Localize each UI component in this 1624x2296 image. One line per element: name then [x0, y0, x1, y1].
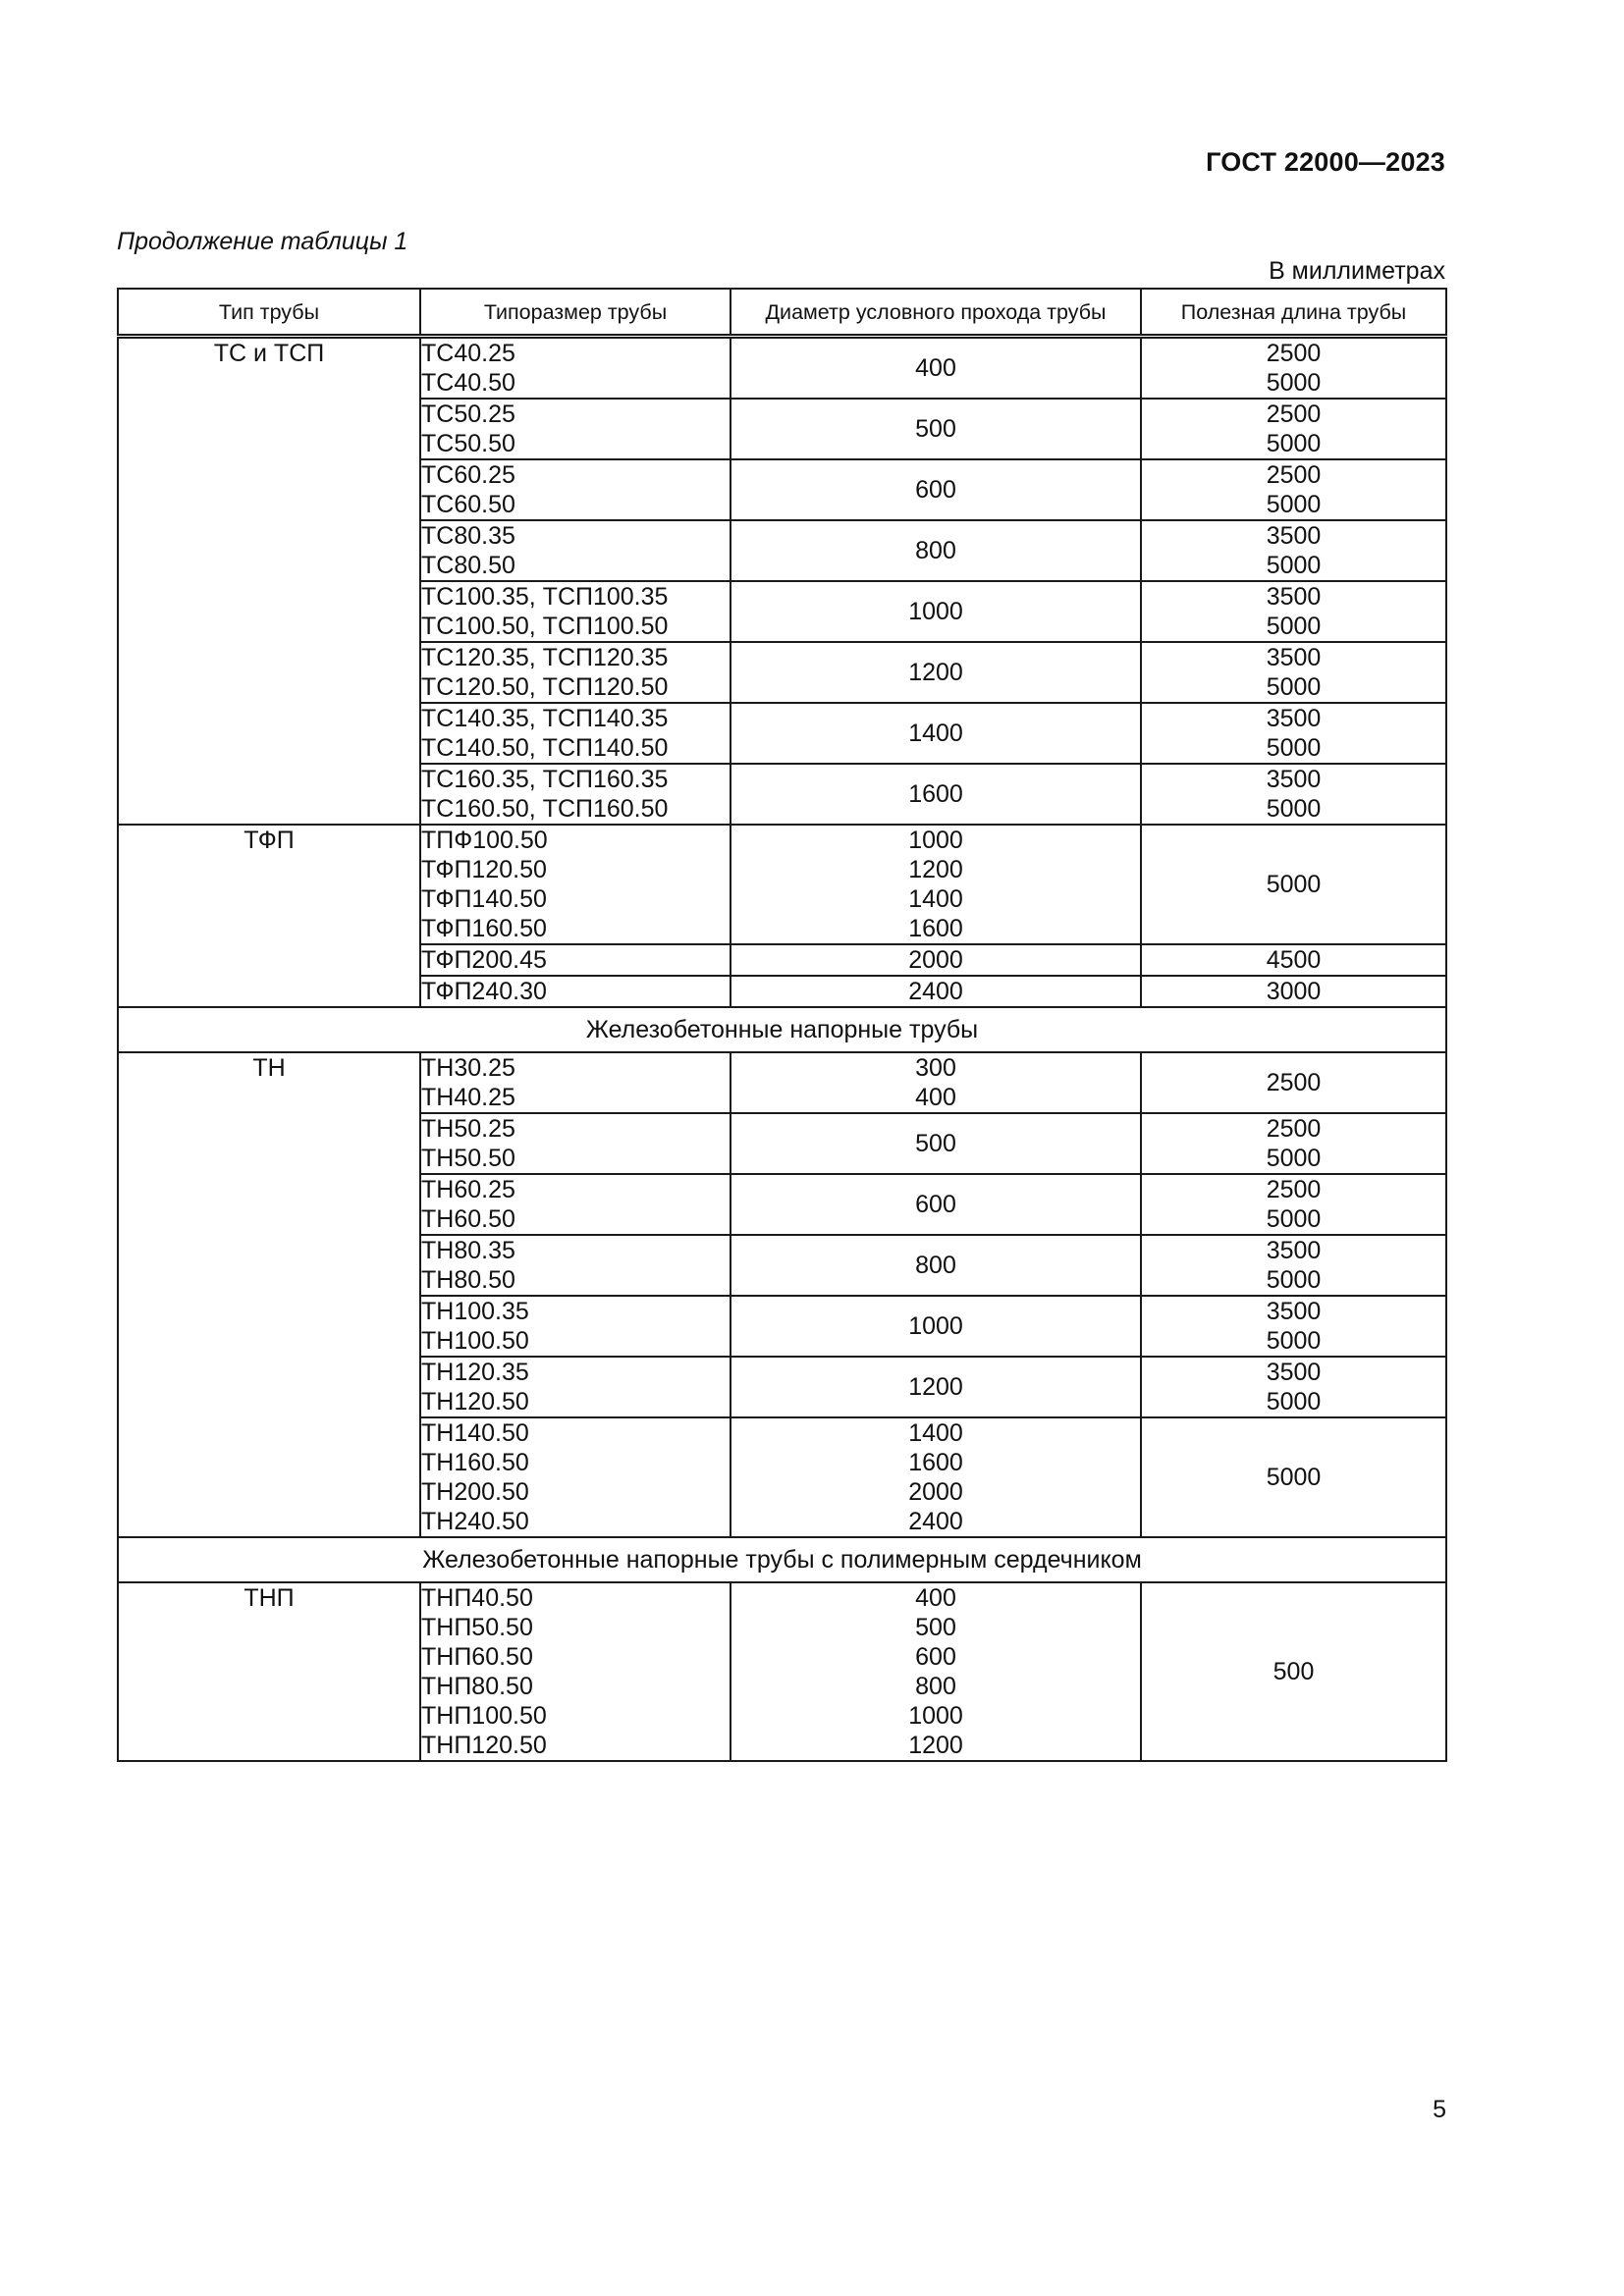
pipe-size-cell-line: ТН80.50	[421, 1266, 515, 1294]
diameter-cell-line: 1400	[908, 885, 963, 913]
diameter-cell	[731, 520, 1141, 581]
pipe-size-cell-line: ТН50.25	[421, 1115, 515, 1143]
pipe-size-cell-line: ТНП120.50	[421, 1732, 547, 1759]
length-cell	[1141, 337, 1446, 400]
table-header-row	[118, 289, 1446, 337]
length-cell-line: 5000	[1266, 734, 1322, 762]
diameter-cell-line: 800	[915, 1252, 956, 1279]
pipe-size-cell-line: ТН100.50	[421, 1327, 529, 1355]
length-cell	[1141, 764, 1446, 825]
pipe-size-cell-line: ТС60.25	[421, 461, 515, 489]
diameter-cell	[731, 1113, 1141, 1174]
length-cell	[1141, 581, 1446, 642]
length-cell-line: 5000	[1266, 1464, 1322, 1491]
diameter-cell	[731, 703, 1141, 764]
pipe-size-cell	[420, 764, 731, 825]
pipe-size-cell-line: ТС80.50	[421, 552, 515, 579]
pipe-type-cell: ТНП	[118, 1582, 420, 1761]
pipe-size-cell	[420, 1052, 731, 1113]
length-cell-line: 5000	[1266, 1205, 1322, 1233]
pipe-size-cell-line: ТС50.25	[421, 400, 515, 428]
length-cell-line: 3500	[1266, 1359, 1322, 1386]
length-cell-line: 500	[1272, 1658, 1315, 1685]
diameter-cell	[731, 642, 1141, 703]
pipe-size-cell-line: ТН140.50	[421, 1419, 529, 1447]
length-cell	[1141, 642, 1446, 703]
section-row	[118, 1537, 1446, 1582]
pipe-size-cell-line: ТНП60.50	[421, 1643, 533, 1671]
pipe-size-cell-line: ТНП80.50	[421, 1673, 533, 1700]
pipe-table	[117, 288, 1447, 1762]
diameter-cell-line: 1400	[908, 720, 963, 747]
pipe-size-cell	[420, 1417, 731, 1537]
diameter-cell-line: 2000	[908, 946, 963, 974]
column-header: Тип трубы	[118, 289, 420, 337]
column-header: Полезная длина трубы	[1141, 289, 1446, 337]
length-cell	[1141, 1417, 1446, 1537]
pipe-size-cell	[420, 581, 731, 642]
pipe-size-cell-line: ТС60.50	[421, 491, 515, 518]
length-cell-line: 3000	[1266, 978, 1322, 1005]
pipe-size-cell-line: ТС140.35, ТСП140.35	[421, 705, 669, 732]
length-cell	[1141, 976, 1446, 1007]
diameter-cell	[731, 459, 1141, 520]
pipe-size-cell-line: ТС160.50, ТСП160.50	[421, 795, 669, 823]
pipe-type-cell: ТН	[118, 1052, 420, 1537]
diameter-cell	[731, 825, 1141, 944]
length-cell-line: 2500	[1266, 1176, 1322, 1203]
pipe-size-cell-line: ТФП160.50	[421, 915, 547, 942]
section-row	[118, 1007, 1446, 1052]
pipe-size-cell-line: ТФП140.50	[421, 885, 547, 913]
pipe-type-cell: ТФП	[118, 825, 420, 1007]
pipe-size-cell-line: ТФП240.30	[421, 978, 547, 1005]
pipe-size-cell	[420, 1235, 731, 1296]
pipe-size-cell	[420, 1174, 731, 1235]
table-row	[118, 1052, 1446, 1113]
pipe-size-cell-line: ТН80.35	[421, 1237, 515, 1264]
pipe-size-cell-line: ТН30.25	[421, 1054, 515, 1082]
length-cell-line: 5000	[1266, 1145, 1322, 1172]
length-cell-line: 5000	[1266, 1388, 1322, 1415]
diameter-cell-line: 400	[915, 1584, 956, 1612]
diameter-cell-line: 800	[915, 537, 956, 564]
pipe-size-cell-line: ТС140.50, ТСП140.50	[421, 734, 669, 762]
pipe-size-cell-line: ТНП50.50	[421, 1614, 533, 1641]
pipe-size-cell-line: ТС40.25	[421, 340, 515, 367]
length-cell	[1141, 1174, 1446, 1235]
pipe-size-cell-line: ТС160.35, ТСП160.35	[421, 766, 669, 793]
diameter-cell-line: 1200	[908, 659, 963, 686]
length-cell	[1141, 1296, 1446, 1357]
length-cell-line: 3500	[1266, 1237, 1322, 1264]
length-cell-line: 5000	[1266, 673, 1322, 701]
length-cell-line: 5000	[1266, 1266, 1322, 1294]
diameter-cell-line: 400	[915, 1084, 956, 1111]
pipe-type-cell: ТС и ТСП	[118, 337, 420, 826]
pipe-size-cell-line: ТН120.50	[421, 1388, 529, 1415]
diameter-cell-line: 600	[915, 1191, 956, 1218]
pipe-size-cell-line: ТС40.50	[421, 369, 515, 397]
diameter-cell-line: 500	[915, 415, 956, 443]
length-cell-line: 5000	[1266, 871, 1322, 898]
diameter-cell	[731, 1417, 1141, 1537]
pipe-size-cell-line: ТС100.50, ТСП100.50	[421, 613, 669, 640]
pipe-size-cell-line: ТН240.50	[421, 1508, 529, 1535]
length-cell-line: 3500	[1266, 766, 1322, 793]
diameter-cell-line: 1000	[908, 598, 963, 625]
pipe-size-cell-line: ТНП100.50	[421, 1702, 547, 1730]
pipe-size-cell-line: ТС50.50	[421, 430, 515, 457]
section-title: Железобетонные напорные трубы	[118, 1007, 1446, 1052]
length-cell	[1141, 825, 1446, 944]
document-number: ГОСТ 22000—2023	[1206, 147, 1445, 177]
pipe-size-cell-line: ТПФ100.50	[421, 827, 548, 854]
diameter-cell-line: 400	[915, 354, 956, 382]
length-cell-line: 5000	[1266, 1327, 1322, 1355]
pipe-size-cell	[420, 944, 731, 976]
length-cell-line: 2500	[1266, 400, 1322, 428]
pipe-size-cell	[420, 399, 731, 459]
diameter-cell-line: 1600	[908, 915, 963, 942]
pipe-size-cell-line: ТН100.35	[421, 1298, 529, 1325]
diameter-cell-line: 1200	[908, 856, 963, 883]
length-cell-line: 5000	[1266, 430, 1322, 457]
column-header: Типоразмер трубы	[420, 289, 731, 337]
units-note: В миллиметрах	[1269, 257, 1445, 285]
length-cell	[1141, 399, 1446, 459]
pipe-size-cell	[420, 1113, 731, 1174]
diameter-cell	[731, 1235, 1141, 1296]
diameter-cell-line: 600	[915, 1643, 956, 1671]
table-caption: Продолжение таблицы 1	[117, 228, 408, 255]
table-row	[118, 825, 1446, 944]
diameter-cell	[731, 1296, 1141, 1357]
diameter-cell-line: 2400	[908, 978, 963, 1005]
table-row	[118, 1582, 1446, 1761]
column-header: Диаметр условного прохода трубы	[731, 289, 1141, 337]
pipe-size-cell	[420, 703, 731, 764]
diameter-cell-line: 600	[915, 476, 956, 504]
pipe-size-cell-line: ТН120.35	[421, 1359, 529, 1386]
length-cell-line: 5000	[1266, 491, 1322, 518]
diameter-cell	[731, 976, 1141, 1007]
length-cell-line: 3500	[1266, 705, 1322, 732]
diameter-cell	[731, 1582, 1141, 1761]
diameter-cell	[731, 337, 1141, 400]
pipe-size-cell	[420, 1582, 731, 1761]
diameter-cell-line: 2400	[908, 1508, 963, 1535]
length-cell-line: 5000	[1266, 369, 1322, 397]
diameter-cell-line: 300	[915, 1054, 956, 1082]
pipe-size-cell-line: ТН50.50	[421, 1145, 515, 1172]
length-cell-line: 5000	[1266, 613, 1322, 640]
pipe-size-cell	[420, 520, 731, 581]
length-cell	[1141, 1235, 1446, 1296]
pipe-size-cell-line: ТНП40.50	[421, 1584, 533, 1612]
table-row	[118, 337, 1446, 400]
length-cell-line: 3500	[1266, 583, 1322, 611]
pipe-size-cell-line: ТФП200.45	[421, 946, 547, 974]
pipe-size-cell	[420, 642, 731, 703]
pipe-size-cell-line: ТН200.50	[421, 1478, 529, 1506]
diameter-cell-line: 500	[915, 1130, 956, 1157]
length-cell-line: 2500	[1266, 340, 1322, 367]
page-number: 5	[1433, 2096, 1446, 2123]
diameter-cell	[731, 1052, 1141, 1113]
length-cell	[1141, 520, 1446, 581]
length-cell-line: 3500	[1266, 1298, 1322, 1325]
pipe-size-cell-line: ТС120.35, ТСП120.35	[421, 644, 669, 671]
diameter-cell-line: 1000	[908, 827, 963, 854]
pipe-size-cell	[420, 459, 731, 520]
pipe-size-cell	[420, 825, 731, 944]
diameter-cell-line: 500	[915, 1614, 956, 1641]
pipe-size-cell-line: ТН60.25	[421, 1176, 515, 1203]
pipe-size-cell	[420, 1357, 731, 1417]
length-cell-line: 5000	[1266, 552, 1322, 579]
length-cell	[1141, 1113, 1446, 1174]
length-cell	[1141, 459, 1446, 520]
length-cell-line: 2500	[1266, 1069, 1322, 1096]
pipe-size-cell-line: ТН160.50	[421, 1449, 529, 1476]
length-cell-line: 3500	[1266, 644, 1322, 671]
pipe-size-cell-line: ТН60.50	[421, 1205, 515, 1233]
length-cell	[1141, 1582, 1446, 1761]
pipe-size-cell-line: ТС80.35	[421, 522, 515, 550]
section-title: Железобетонные напорные трубы с полимерным сердечником	[118, 1537, 1446, 1582]
pipe-size-cell-line: ТС100.35, ТСП100.35	[421, 583, 669, 611]
diameter-cell-line: 1000	[908, 1312, 963, 1340]
pipe-size-cell	[420, 976, 731, 1007]
table-body	[118, 337, 1446, 1762]
length-cell	[1141, 944, 1446, 976]
pipe-size-cell	[420, 1296, 731, 1357]
diameter-cell-line: 1600	[908, 780, 963, 808]
diameter-cell-line: 2000	[908, 1478, 963, 1506]
pipe-size-cell-line: ТН40.25	[421, 1084, 515, 1111]
diameter-cell	[731, 944, 1141, 976]
length-cell	[1141, 703, 1446, 764]
diameter-cell-line: 800	[915, 1673, 956, 1700]
diameter-cell	[731, 581, 1141, 642]
length-cell-line: 4500	[1266, 946, 1322, 974]
pipe-size-cell	[420, 337, 731, 400]
diameter-cell	[731, 1357, 1141, 1417]
length-cell-line: 2500	[1266, 461, 1322, 489]
length-cell-line: 5000	[1266, 795, 1322, 823]
diameter-cell-line: 1200	[908, 1732, 963, 1759]
diameter-cell	[731, 1174, 1141, 1235]
length-cell-line: 2500	[1266, 1115, 1322, 1143]
diameter-cell-line: 1600	[908, 1449, 963, 1476]
length-cell	[1141, 1052, 1446, 1113]
diameter-cell	[731, 399, 1141, 459]
pipe-size-cell-line: ТФП120.50	[421, 856, 547, 883]
length-cell-line: 3500	[1266, 522, 1322, 550]
diameter-cell-line: 1400	[908, 1419, 963, 1447]
length-cell	[1141, 1357, 1446, 1417]
diameter-cell-line: 1200	[908, 1373, 963, 1401]
diameter-cell-line: 1000	[908, 1702, 963, 1730]
diameter-cell	[731, 764, 1141, 825]
pipe-size-cell-line: ТС120.50, ТСП120.50	[421, 673, 669, 701]
